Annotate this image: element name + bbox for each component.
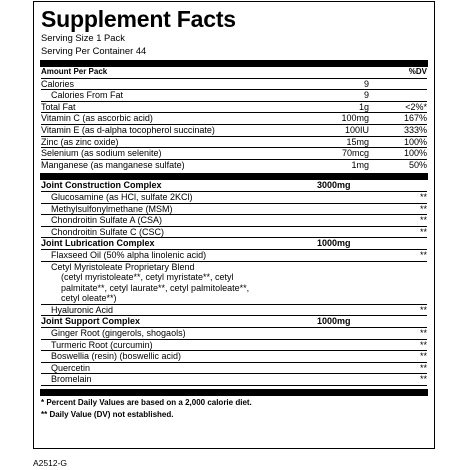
- nutrient-row: [41, 148, 427, 160]
- supplement-facts-panel: [33, 1, 435, 449]
- ingredient-label: Boswellia (resin) (boswellic acid): [51, 351, 182, 362]
- nutrient-row: [41, 90, 427, 102]
- nutrient-dv: <2%*: [405, 101, 427, 112]
- nutrient-label: Calories From Fat: [51, 90, 124, 101]
- ingredient-dv: **: [419, 203, 427, 214]
- serving-size: Serving Size 1 Pack: [41, 32, 125, 43]
- cetyl-line: Cetyl Myristoleate Proprietary Blend: [51, 261, 195, 272]
- nutrient-amount: 1g: [358, 101, 369, 112]
- cetyl-blend-row: [41, 262, 427, 305]
- joint-support-items: [41, 328, 427, 386]
- ingredient-dv: **: [419, 226, 427, 237]
- thick-divider: [40, 173, 428, 180]
- section-amount: 1000mg: [317, 316, 351, 327]
- nutrient-label: Vitamin E (as d-alpha tocopherol succinate): [41, 124, 215, 135]
- ingredient-row: [41, 374, 427, 386]
- nutrient-amount: 100mg: [341, 113, 369, 124]
- footnote: * Percent Daily Values are based on a 2,000 calorie diet.: [41, 398, 252, 408]
- dv-header: %DV: [408, 67, 427, 76]
- ingredient-dv: **: [419, 249, 427, 260]
- thick-divider: [40, 60, 428, 67]
- ingredient-dv: **: [419, 339, 427, 350]
- nutrient-row: [41, 102, 427, 114]
- nutrient-amount: 1mg: [351, 159, 369, 170]
- nutrient-list: [41, 79, 427, 171]
- nutrient-dv: 167%: [403, 113, 427, 124]
- nutrient-dv: 100%: [403, 136, 427, 147]
- nutrient-amount: 70mcg: [341, 148, 369, 159]
- joint-construction-header: [41, 180, 427, 192]
- section-name: Joint Support Complex: [41, 316, 140, 327]
- ingredient-label: Bromelain: [51, 374, 92, 385]
- section-amount: 1000mg: [317, 238, 351, 249]
- nutrient-amount: 9: [363, 90, 369, 101]
- panel-title: Supplement Facts: [41, 6, 236, 32]
- ingredient-label: Flaxseed Oil (50% alpha linolenic acid): [51, 249, 207, 260]
- ingredient-row: [41, 340, 427, 352]
- ingredient-dv: **: [419, 304, 427, 315]
- amount-header-row: [41, 67, 427, 79]
- nutrient-dv: 333%: [403, 124, 427, 135]
- ingredient-row: [41, 215, 427, 227]
- nutrient-label: Zinc (as zinc oxide): [41, 136, 119, 147]
- nutrient-label: Vitamin C (as ascorbic acid): [41, 113, 153, 124]
- product-code: A2512-G: [33, 458, 68, 468]
- ingredient-row: [41, 305, 427, 317]
- ingredient-label: Quercetin: [51, 362, 91, 373]
- nutrient-row: [41, 125, 427, 137]
- nutrient-label: Manganese (as manganese sulfate): [41, 159, 185, 170]
- nutrient-label: Selenium (as sodium selenite): [41, 148, 162, 159]
- joint-support-header: [41, 316, 427, 328]
- nutrient-amount: 9: [363, 78, 369, 89]
- ingredient-label: Chondroitin Sulfate C (CSC): [51, 226, 165, 237]
- ingredient-row: [41, 328, 427, 340]
- servings-per-container: Serving Per Container 44: [41, 44, 147, 56]
- ingredient-label: Methylsulfonylmethane (MSM): [51, 203, 173, 214]
- ingredient-label: Chondroitin Sulfate A (CSA): [51, 215, 163, 226]
- nutrient-label: Total Fat: [41, 101, 76, 112]
- cetyl-line: cetyl oleate**): [61, 293, 117, 304]
- joint-lubrication-header: [41, 238, 427, 250]
- section-amount: 3000mg: [317, 180, 351, 191]
- ingredient-dv: **: [419, 215, 427, 226]
- ingredient-row: [41, 351, 427, 363]
- cetyl-line: (cetyl myristoleate**, cetyl myristate**, cetyl: [61, 272, 234, 283]
- nutrient-label: Calories: [41, 78, 75, 89]
- ingredient-row: [41, 250, 427, 262]
- ingredient-dv: **: [419, 374, 427, 385]
- nutrient-row: [41, 137, 427, 149]
- nutrient-dv: 50%: [408, 159, 427, 170]
- section-name: Joint Lubrication Complex: [41, 238, 155, 249]
- ingredient-label: Hyaluronic Acid: [51, 304, 114, 315]
- cetyl-line: palmitate**, cetyl laurate**, cetyl palmitoleate**,: [61, 282, 250, 293]
- amount-per-pack-label: Amount Per Pack: [41, 67, 108, 76]
- nutrient-row: [41, 79, 427, 91]
- nutrient-row: [41, 113, 427, 125]
- ingredient-row: [41, 227, 427, 239]
- ingredient-row: [41, 363, 427, 375]
- ingredient-label: Turmeric Root (curcumin): [51, 339, 153, 350]
- nutrient-dv: 100%: [403, 148, 427, 159]
- nutrient-row: [41, 160, 427, 171]
- section-name: Joint Construction Complex: [41, 180, 162, 191]
- thick-divider: [40, 389, 428, 396]
- ingredient-dv: **: [419, 351, 427, 362]
- footnote: ** Daily Value (DV) not established.: [41, 409, 174, 419]
- ingredient-dv: **: [419, 362, 427, 373]
- ingredient-label: Ginger Root (gingerols, shogaols): [51, 328, 186, 339]
- ingredient-dv: **: [419, 191, 427, 202]
- ingredient-label: Glucosamine (as HCl, sulfate 2KCl): [51, 191, 193, 202]
- joint-construction-items: [41, 192, 427, 238]
- ingredient-row: [41, 192, 427, 204]
- ingredient-dv: **: [419, 328, 427, 339]
- nutrient-amount: 15mg: [346, 136, 369, 147]
- ingredient-row: [41, 204, 427, 216]
- nutrient-amount: 100IU: [344, 124, 369, 135]
